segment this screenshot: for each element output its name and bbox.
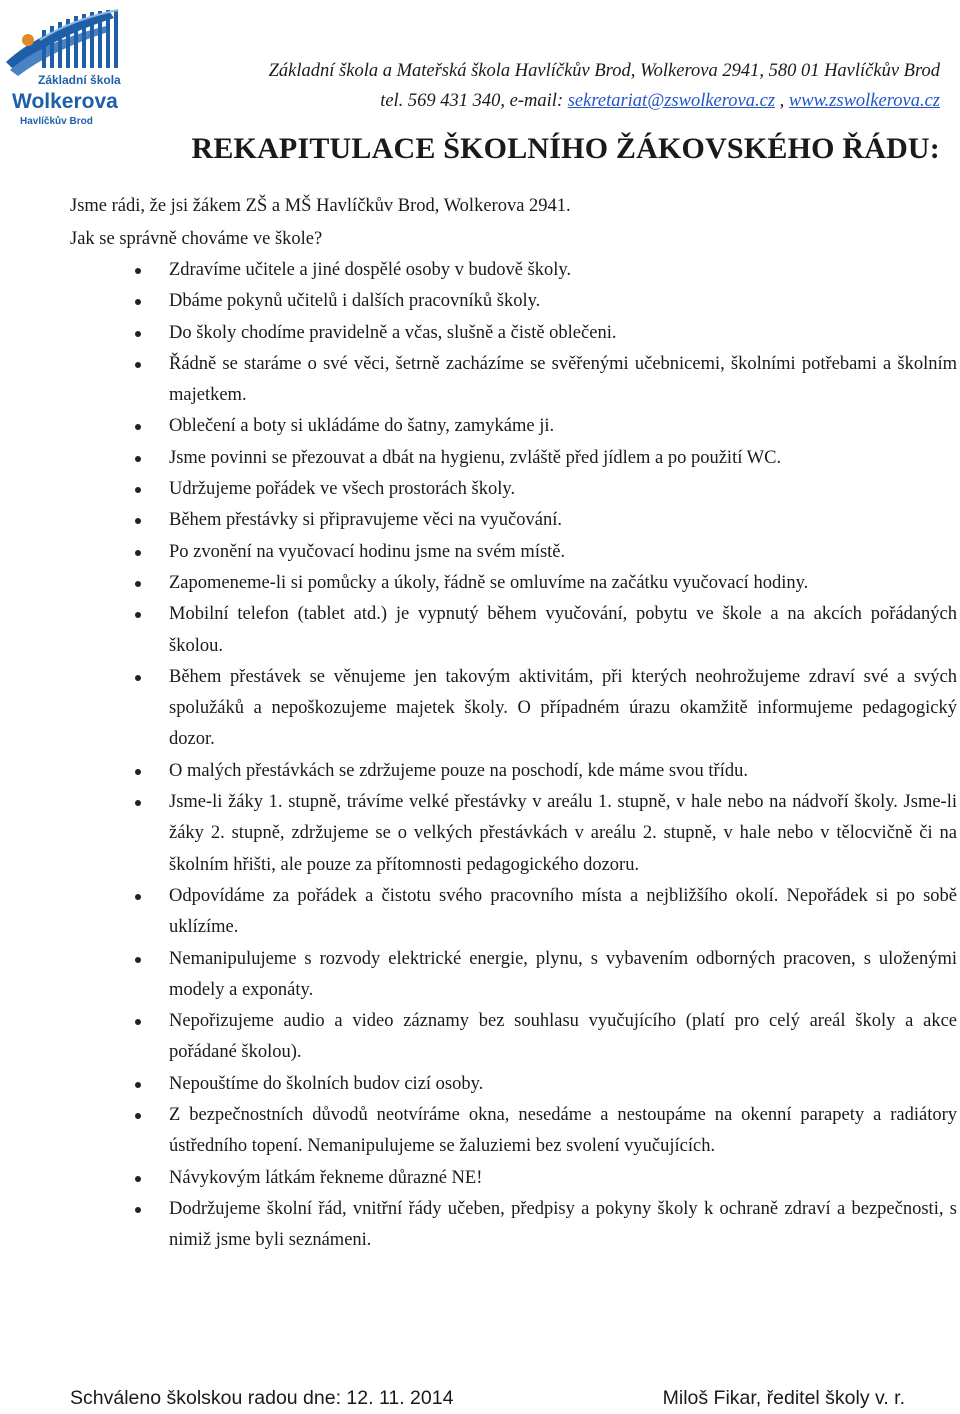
list-item: Jsme-li žáky 1. stupně, trávíme velké přestávky v areálu 1. stupně, v hale nebo na nádvoří školy. Jsme-li žáky 2. stupně, zdržujeme se o velkých přestávkách v areálu 2. stupně, v hale nebo v tělocvičně či na školním hřišti, ale pouze za přítomnosti pedagogického dozoru. <box>70 787 957 881</box>
list-item: Řádně se staráme o své věci, šetrně zacházíme se svěřenými učebnicemi, školními potřebami a školním majetkem. <box>70 349 957 412</box>
school-address: Základní škola a Mateřská škola Havlíčkův Brod, Wolkerova 2941, 580 01 Havlíčkův Brod <box>268 61 940 81</box>
intro-welcome: Jsme rádi, že jsi žákem ZŠ a MŠ Havlíčkův Brod, Wolkerova 2941. <box>70 196 571 216</box>
list-item: Nemanipulujeme s rozvody elektrické energie, plynu, s vybavením odborných pracoven, s uloženými modely a exponáty. <box>70 944 957 1007</box>
list-item: Oblečení a boty si ukládáme do šatny, zamykáme ji. <box>70 411 957 442</box>
intro-question: Jak se správně chováme ve škole? <box>70 229 323 249</box>
list-item: Mobilní telefon (tablet atd.) je vypnutý během vyučování, pobytu ve škole a na akcích pořádaných školou. <box>70 599 957 662</box>
intro <box>70 190 930 256</box>
list-item: Zdravíme učitele a jiné dospělé osoby v budově školy. <box>70 255 957 286</box>
letterhead <box>140 56 940 116</box>
logo-text-line1: Základní škola <box>38 73 121 87</box>
list-item: Dbáme pokynů učitelů i dalších pracovníků školy. <box>70 286 957 317</box>
list-item: Po zvonění na vyučovací hodinu jsme na svém místě. <box>70 537 957 568</box>
list-item: Dodržujeme školní řád, vnitřní řády učeben, předpisy a pokyny školy k ochraně zdraví a bezpečnosti, s nimiž jsme byli seznámeni. <box>70 1194 957 1257</box>
list-item: Do školy chodíme pravidelně a včas, slušně a čistě oblečeni. <box>70 318 957 349</box>
approval-date: Schváleno školskou radou dne: 12. 11. 2014 <box>70 1387 454 1409</box>
list-item: Nepořizujeme audio a video záznamy bez souhlasu vyučujícího (platí pro celý areál školy a akce pořádané školou). <box>70 1006 957 1069</box>
list-item: Odpovídáme za pořádek a čistotu svého pracovního místa a nejbližšího okolí. Nepořádek si po sobě uklízíme. <box>70 881 957 944</box>
rules-list <box>70 255 957 1257</box>
logo-text-line3: Havlíčkův Brod <box>20 116 93 127</box>
school-logo-graphic <box>0 0 150 132</box>
list-item: Zapomeneme-li si pomůcky a úkoly, řádně se omluvíme na začátku vyučovací hodiny. <box>70 568 957 599</box>
list-item: Udržujeme pořádek ve všech prostorách školy. <box>70 474 957 505</box>
list-item: O malých přestávkách se zdržujeme pouze na poschodí, kde máme svou třídu. <box>70 756 957 787</box>
contact-separator: , <box>775 91 789 111</box>
list-item: Během přestávky si připravujeme věci na vyučování. <box>70 505 957 536</box>
logo-text-line2: Wolkerova <box>12 90 118 113</box>
contact-phone: tel. 569 431 340, e-mail: <box>380 91 568 111</box>
list-item: Během přestávek se věnujeme jen takovým aktivitám, při kterých neohrožujeme zdraví své a svých spolužáků a nepoškozujeme majetek školy. O případném úrazu okamžitě informujeme pedagogický dozor. <box>70 662 957 756</box>
list-item: Jsme povinni se přezouvat a dbát na hygienu, zvláště před jídlem a po použití WC. <box>70 443 957 474</box>
list-item: Z bezpečnostních důvodů neotvíráme okna, nesedáme a nestoupáme na okenní parapety a radiátory ústředního topení. Nemanipulujeme se žaluziemi bez svolení vyučujících. <box>70 1100 957 1163</box>
signature: Miloš Fikar, ředitel školy v. r. <box>662 1387 905 1409</box>
footer <box>70 1384 905 1412</box>
list-item: Nepouštíme do školních budov cizí osoby. <box>70 1069 957 1100</box>
school-contact <box>140 86 940 116</box>
document-title: REKAPITULACE ŠKOLNÍHO ŽÁKOVSKÉHO ŘÁDU: <box>191 132 940 165</box>
list-item: Návykovým látkám řekneme důrazné NE! <box>70 1163 957 1194</box>
email-link[interactable]: sekretariat@zswolkerova.cz <box>567 91 776 111</box>
school-logo <box>0 0 150 132</box>
website-link[interactable]: www.zswolkerova.cz <box>788 91 940 111</box>
